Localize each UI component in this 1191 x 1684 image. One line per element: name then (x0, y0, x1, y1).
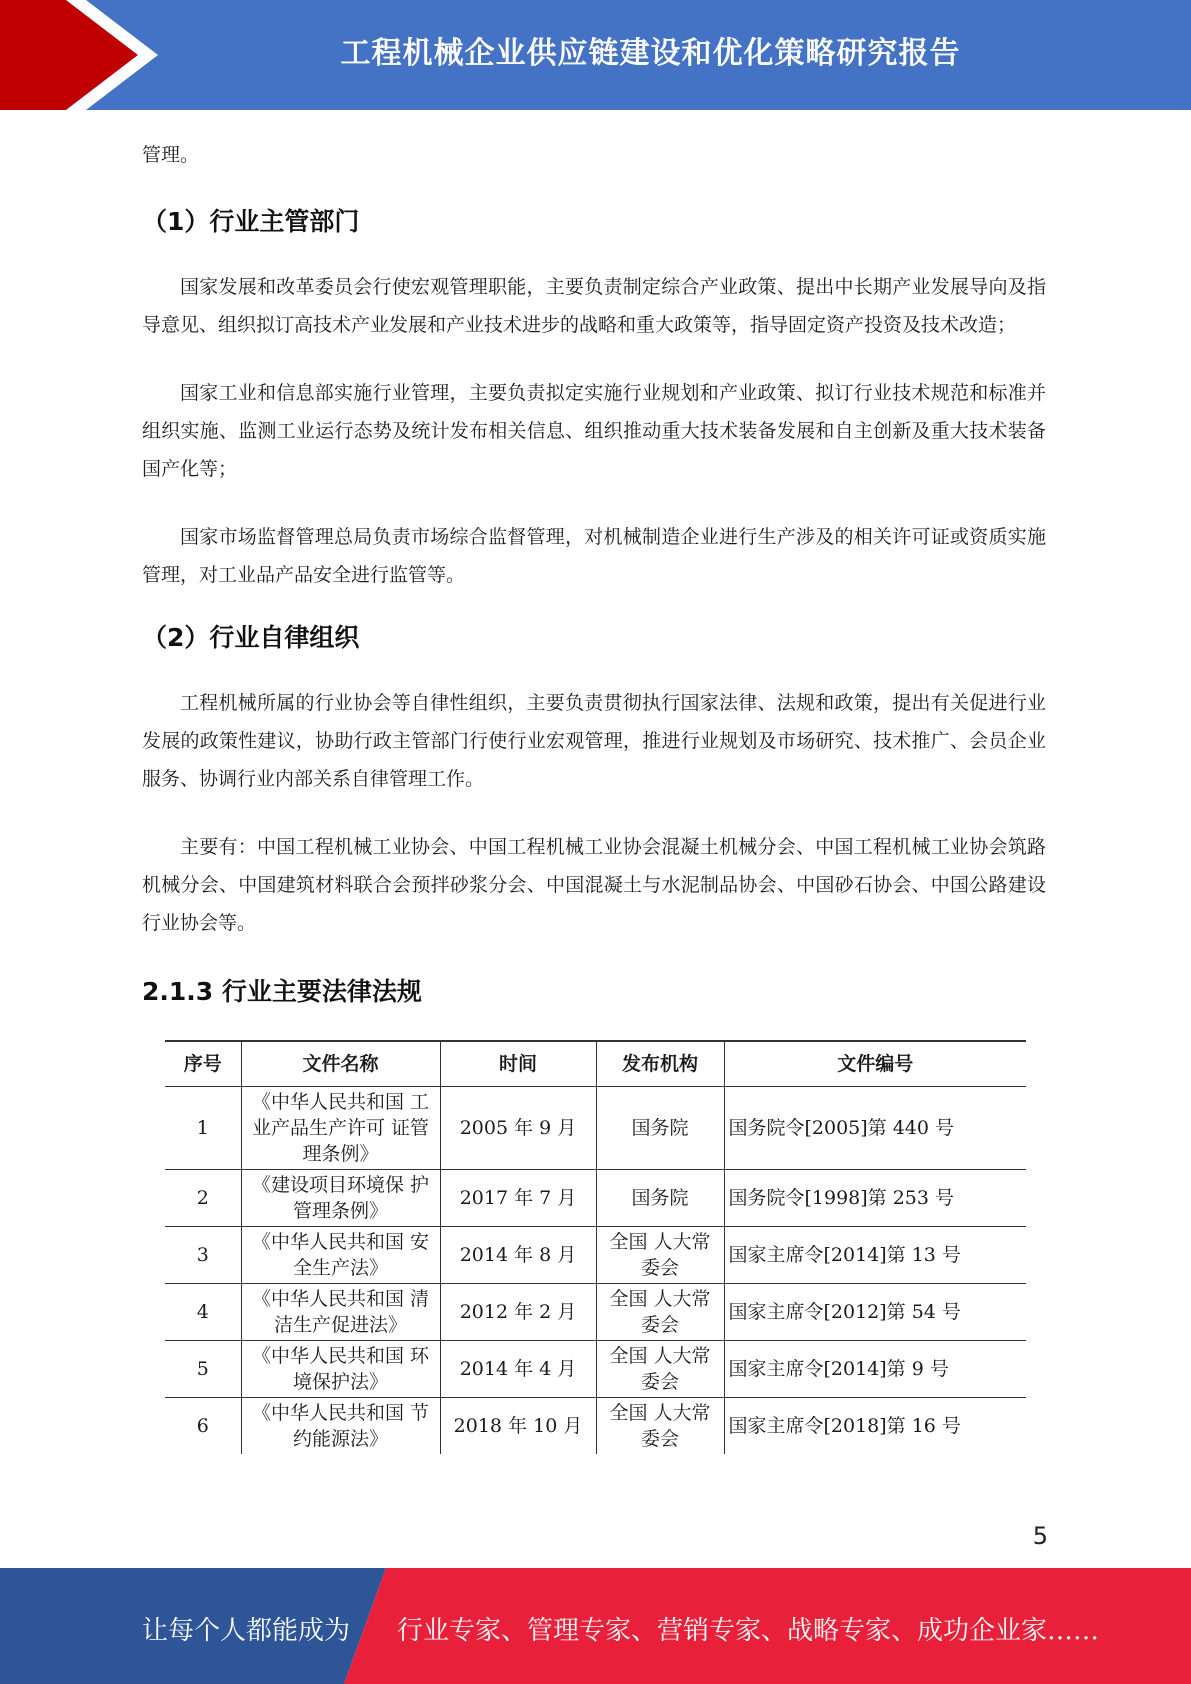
page-header (0, 0, 1191, 110)
paragraph: 主要有：中国工程机械工业协会、中国工程机械工业协会混凝土机械分会、中国工程机械工业协会筑路机械分会、中国建筑材料联合会预拌砂浆分会、中国混凝土与水泥制品协会、中国砂石协会、中国公路建设行业协会等。 (142, 836, 1046, 934)
cell-date: 2014 年 4 月 (440, 1341, 596, 1398)
col-header-code: 文件编号 (724, 1041, 1026, 1087)
cell-index: 2 (165, 1170, 241, 1227)
section-heading-self-regulation: （2）行业自律组织 (142, 623, 360, 652)
page-number: 5 (1032, 1522, 1048, 1550)
cell-code: 国务院令[1998]第 253 号 (724, 1170, 1026, 1227)
section-heading-authorities: （1）行业主管部门 (142, 207, 360, 236)
cell-index: 6 (196, 1415, 209, 1437)
cell-issuer: 全国 人大常委会 (596, 1398, 724, 1455)
table-row (165, 1341, 1026, 1398)
cell-issuer: 全国 人大常委会 (596, 1341, 724, 1398)
cell-name: 《中华人民共和国 安全生产法》 (241, 1227, 440, 1284)
cell-issuer: 国务院 (596, 1170, 724, 1227)
cell-name: 《中华人民共和国 清洁生产促进法》 (241, 1284, 440, 1341)
table-row (165, 1284, 1026, 1341)
page-footer (0, 1568, 1191, 1684)
paragraph: 工程机械所属的行业协会等自律性组织，主要负责贯彻执行国家法律、法规和政策，提出有关促进行业发展的政策性建议，协助行政主管部门行使行业宏观管理，推进行业规划及市场研究、技术推广、会员企业服务、协调行业内部关系自律管理工作。 (142, 692, 1046, 790)
cell-date: 2017 年 7 月 (440, 1170, 596, 1227)
col-header-index: 序号 (165, 1041, 241, 1087)
cell-index: 5 (165, 1341, 241, 1398)
cell-code: 国家主席令[2018]第 16 号 (724, 1398, 1026, 1455)
report-title: 工程机械企业供应链建设和优化策略研究报告 (340, 36, 961, 71)
cell-code: 国务院令[2005]第 440 号 (724, 1087, 1026, 1170)
cell-name: 《中华人民共和国 环境保护法》 (241, 1341, 440, 1398)
table-row (165, 1170, 1026, 1227)
cell-date: 2005 年 9 月 (440, 1087, 596, 1170)
cell-issuer: 国务院 (596, 1087, 724, 1170)
col-header-issuer: 发布机构 (596, 1041, 724, 1087)
paragraph: 国家市场监督管理总局负责市场综合监督管理，对机械制造企业进行生产涉及的相关许可证或资质实施管理，对工业品产品安全进行监管等。 (142, 526, 1046, 586)
cell-issuer: 全国 人大常委会 (596, 1284, 724, 1341)
cell-date: 2014 年 8 月 (440, 1227, 596, 1284)
cell-code: 国家主席令[2012]第 54 号 (724, 1284, 1026, 1341)
cell-name: 《建设项目环境保 护管理条例》 (241, 1170, 440, 1227)
paragraph: 国家发展和改革委员会行使宏观管理职能，主要负责制定综合产业政策、提出中长期产业发展导向及指导意见、组织拟订高技术产业发展和产业技术进步的战略和重大政策等，指导固定资产投资及技术改造； (142, 276, 1046, 336)
cell-code: 国家主席令[2014]第 13 号 (724, 1227, 1026, 1284)
cell-date: 2012 年 2 月 (440, 1284, 596, 1341)
cell-code: 国家主席令[2014]第 9 号 (724, 1341, 1026, 1398)
col-header-name: 文件名称 (241, 1041, 440, 1087)
cell-date: 2018 年 10 月 (440, 1398, 596, 1455)
cell-index: 1 (165, 1087, 241, 1170)
cell-issuer: 全国 人大常委会 (596, 1227, 724, 1284)
cell-name: 《中华人民共和国 工业产品生产许可 证管理条例》 (241, 1087, 440, 1170)
cell-index: 4 (165, 1284, 241, 1341)
red-chevron-icon (0, 0, 160, 110)
table-header-row (165, 1041, 1026, 1087)
table-row (165, 1087, 1026, 1170)
paragraph: 国家工业和信息部实施行业管理，主要负责拟定实施行业规划和产业政策、拟订行业技术规范和标准并组织实施、监测工业运行态势及统计发布相关信息、组织推动重大技术装备发展和自主创新及重大技术装备国产化等； (142, 382, 1046, 480)
cell-name: 《中华人民共和国 节约能源法》 (241, 1398, 440, 1455)
section-heading-laws: 2.1.3 行业主要法律法规 (142, 977, 422, 1006)
cell-index: 3 (165, 1227, 241, 1284)
footer-slogan-left: 让每个人都能成为 (142, 1616, 351, 1646)
table-row (165, 1227, 1026, 1284)
laws-table (165, 1040, 1026, 1454)
table-row (165, 1398, 1026, 1455)
intro-tail-text: 管理。 (142, 144, 200, 166)
page-content (142, 136, 1046, 1454)
footer-slogan-right: 行业专家、管理专家、营销专家、战略专家、成功企业家…… (397, 1616, 1100, 1646)
col-header-date: 时间 (440, 1041, 596, 1087)
